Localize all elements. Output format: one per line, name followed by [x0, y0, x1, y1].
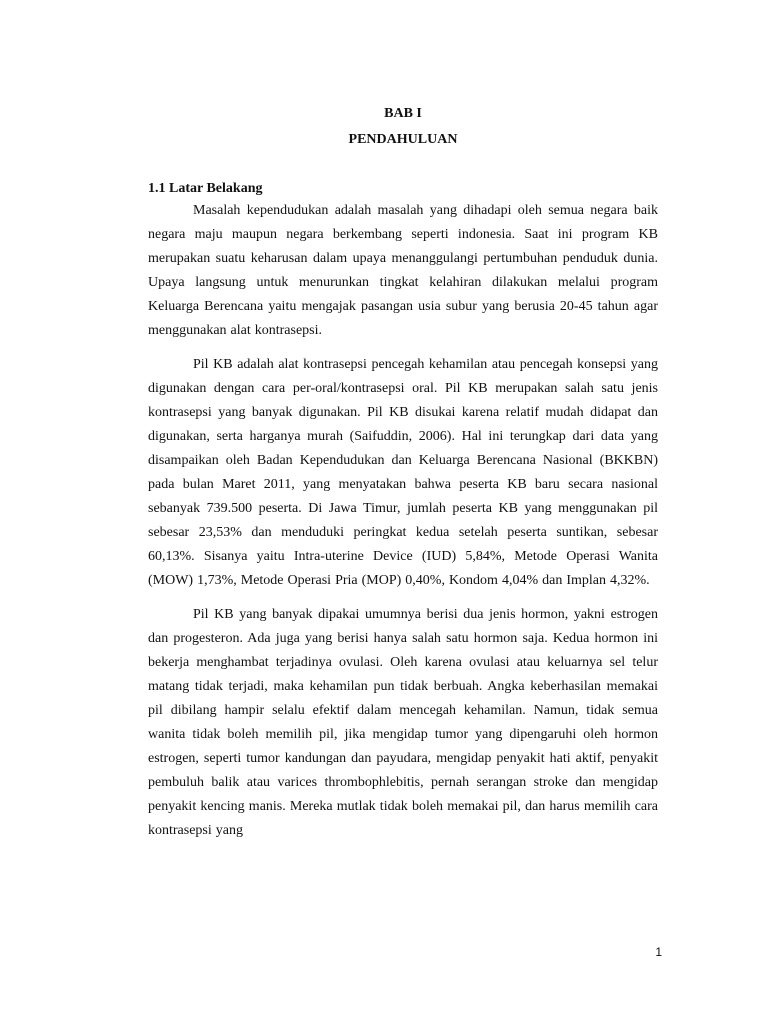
- page-content: [148, 104, 658, 843]
- chapter-title: PENDAHULUAN: [348, 132, 458, 147]
- page-number: 1: [655, 945, 662, 959]
- chapter-number: BAB I: [384, 106, 422, 121]
- section-heading: 1.1 Latar Belakang: [148, 181, 263, 196]
- paragraph-3: Pil KB yang banyak dipakai umumnya berisi dua jenis hormon, yakni estrogen dan progesteron. Ada juga yang berisi hanya salah satu hormon saja. Kedua hormon ini bekerja menghambat terjadinya ovulasi. Oleh karena ovulasi atau keluarnya sel telur matang tidak terjadi, maka kehamilan pun tidak berbuah. Angka keberhasilan memakai pil dibilang hampir selalu efektif dalam mencegah kehamilan. Namun, tidak semua wanita tidak boleh memilih pil, jika mengidap tumor yang dipengaruhi oleh hormon estrogen, seperti tumor kandungan dan payudara, mengidap penyakit hati aktif, penyakit pembuluh balik atau varices thrombophlebitis, pernah serangan stroke dan mengidap penyakit kencing manis. Mereka mutlak tidak boleh memakai pil, dan harus memilih cara kontrasepsi yang: [148, 606, 658, 839]
- paragraph-1: Masalah kependudukan adalah masalah yang dihadapi oleh semua negara baik negara maju maupun negara berkembang seperti indonesia. Saat ini program KB merupakan suatu keharusan dalam upaya menanggulangi pertumbuhan penduduk dunia. Upaya langsung untuk menurunkan tingkat kelahiran dilakukan melalui program Keluarga Berencana yaitu mengajak pasangan usia subur yang berusia 20-45 tahun agar menggunakan alat kontrasepsi.: [148, 203, 658, 339]
- paragraph-2: Pil KB adalah alat kontrasepsi pencegah kehamilan atau pencegah konsepsi yang digunakan dengan cara per-oral/kontrasepsi oral. Pil KB merupakan salah satu jenis kontrasepsi yang banyak digunakan. Pil KB disukai karena relatif mudah didapat dan digunakan, serta harganya murah (Saifuddin, 2006). Hal ini terungkap dari data yang disampaikan oleh Badan Kependudukan dan Keluarga Berencana Nasional (BKKBN) pada bulan Maret 2011, yang menyatakan bahwa peserta KB baru secara nasional sebanyak 739.500 peserta. Di Jawa Timur, jumlah peserta KB yang menggunakan pil sebesar 23,53% dan menduduki peringkat kedua setelah peserta suntikan, sebesar 60,13%. Sisanya yaitu Intra-uterine Device (IUD) 5,84%, Metode Operasi Wanita (MOW) 1,73%, Metode Operasi Pria (MOP) 0,40%, Kondom 4,04% dan Implan 4,32%.: [148, 356, 658, 589]
